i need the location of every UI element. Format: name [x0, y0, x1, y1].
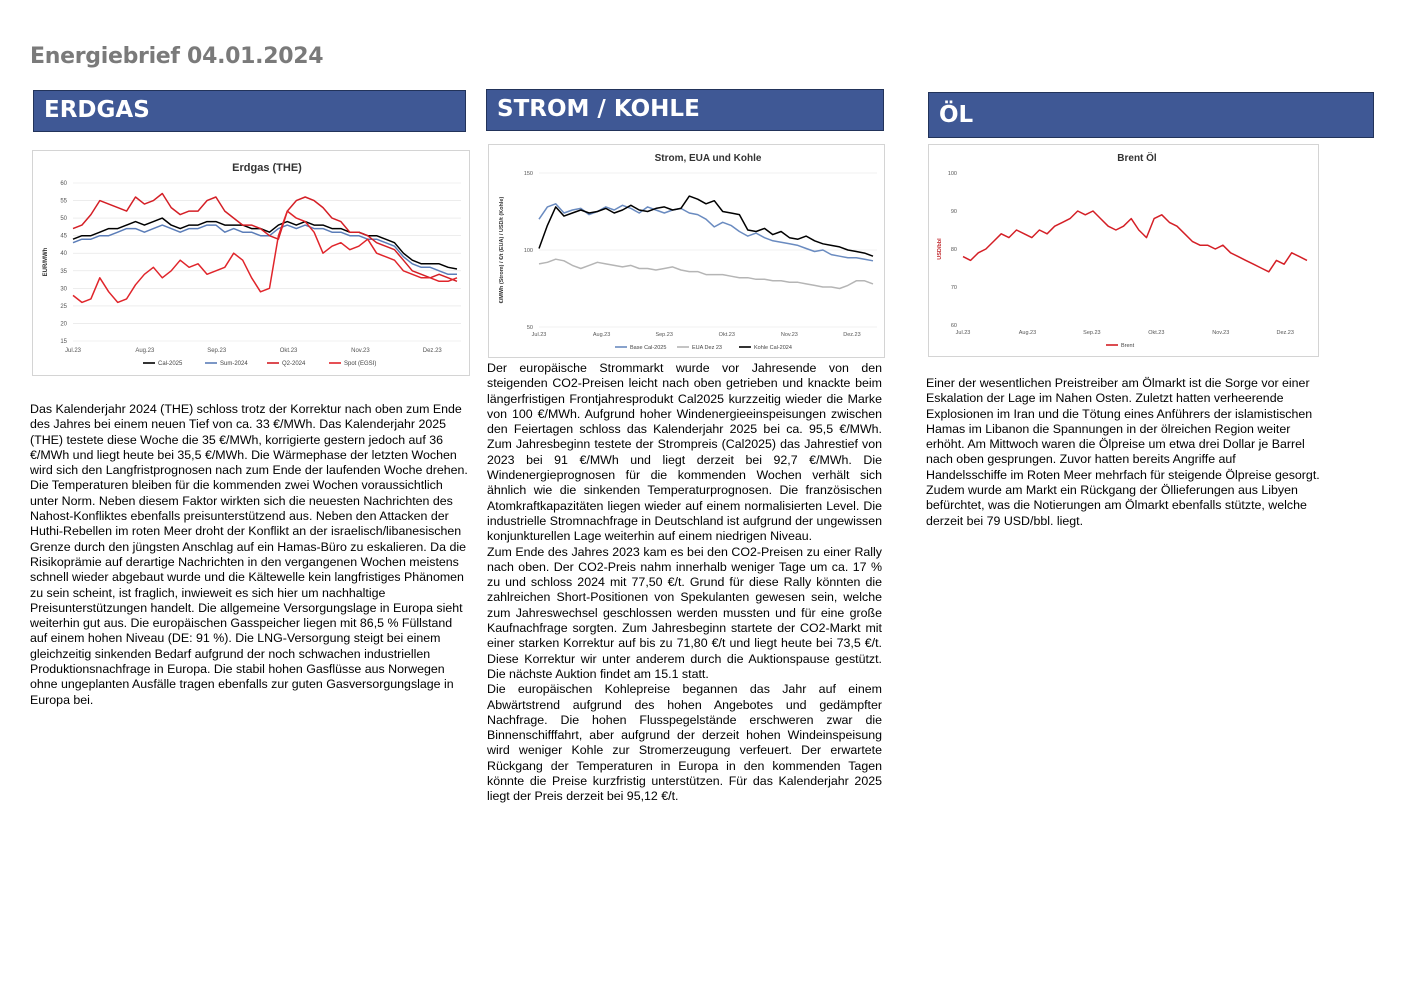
y-tick-label: 20: [60, 321, 67, 328]
strom-paragraph-2: Zum Ende des Jahres 2023 kam es bei den CO2-Preisen zu einer Rally nach oben. Der CO2-Preis nahm innerhalb weniger Tage um ca. 17 % zu und schloss 2024 mit 77,50 €/t. Grund für diese Rally könnten die zahlreichen Short-Positionen von Spekulanten gewesen sein, welche zum Jahreswechsel geschlossen werden mussten und für eine große Kaufnachfrage sorgten. Zum Jahresbeginn startete der CO2-Markt mit einer starken Korrektur auf bis zu 71,80 €/t und liegt heute bei 73,5 €/t. Diese Korrektur wir unter anderem durch die Auktionspause gestützt. Die nächste Auktion findet am 15.1 statt.: [487, 544, 882, 681]
erdgas-line-chart: [33, 151, 469, 375]
y-tick-label: 30: [60, 286, 67, 293]
legend-label: Base Cal-2025: [630, 345, 667, 351]
legend-label: Sum-2024: [220, 361, 248, 367]
strom-text: [487, 361, 882, 805]
y-tick-label: 60: [60, 181, 67, 187]
y-tick-label: 80: [950, 247, 957, 253]
chart-title: Strom, EUA und Kohle: [654, 153, 762, 164]
x-tick-label: Sep.23: [655, 332, 673, 338]
oel-line-chart: [929, 145, 1318, 356]
y-tick-label: 35: [60, 268, 67, 275]
chart-strom: [488, 144, 885, 358]
y-tick-label: 25: [60, 303, 67, 310]
legend-label: Brent: [1121, 343, 1135, 349]
x-tick-label: Nov.23: [780, 332, 798, 338]
y-tick-label: 50: [60, 216, 67, 223]
section-heading-erdgas: ERDGAS: [33, 90, 466, 132]
x-tick-label: Okt.23: [279, 348, 298, 354]
strom-line-chart: [489, 145, 884, 357]
y-tick-label: 15: [60, 339, 67, 345]
series-line-q2-2024: [73, 194, 457, 282]
series-line-eua-dez-23: [539, 259, 873, 288]
x-tick-label: Aug.23: [1018, 330, 1037, 336]
y-axis-label: EUR/MWh: [43, 247, 49, 277]
y-tick-label: 70: [950, 285, 957, 291]
y-tick-label: 55: [60, 198, 67, 205]
series-line-spot-egsi-: [73, 211, 457, 302]
chart-title: Erdgas (THE): [232, 162, 302, 174]
chart-erdgas: [32, 150, 470, 376]
x-tick-label: Aug.23: [592, 332, 611, 338]
x-tick-label: Dez.23: [422, 348, 442, 354]
y-tick-label: 50: [526, 325, 533, 331]
x-tick-label: Sep.23: [207, 348, 227, 354]
chart-title: Brent Öl: [1117, 153, 1157, 164]
y-tick-label: 90: [950, 209, 957, 215]
oel-paragraph: Einer der wesentlichen Preistreiber am Ölmarkt ist die Sorge vor einer Eskalation der Lage im Nahen Osten. Zuletzt hatten verheerende Explosionen im Iran und die Tötung eines Anführers der islamistischen Hamas im Libanon die Spannungen in der ölreichen Region weiter erhöht. Am Mittwoch waren die Ölpreise um etwa drei Dollar je Barrel nach oben gesprungen. Zuvor hatten bereits Angriffe auf Handelsschiffe im Roten Meer mehrfach für steigende Ölpreise gesorgt. Zudem wurde am Markt ein Rückgang der Öllieferungen aus Libyen befürchtet, was die Notierungen am Ölmarkt ebenfalls stützte, welche derzeit bei 79 USD/bbl. liegt.: [926, 376, 1320, 528]
y-tick-label: 40: [60, 251, 67, 258]
x-tick-label: Dez.23: [843, 332, 861, 338]
y-tick-label: 45: [60, 233, 67, 240]
legend-label: Cal-2025: [158, 361, 183, 367]
chart-oel: [928, 144, 1319, 357]
x-tick-label: Nov.23: [1212, 330, 1230, 336]
y-axis-label: USD/bbl: [937, 238, 943, 260]
oel-text: [926, 376, 1320, 529]
strom-paragraph-3: Die europäischen Kohlepreise begannen das Jahr auf einem Abwärtstrend aufgrund des hohen Angebotes und gedämpfter Nachfrage. Die hohen Flusspegelstände erschweren zwar die Binnenschifffahrt, aber aufgrund der derzeit hohen Windeinspeisung wird weniger Kohle zur Stromerzeugung verfeuert. Der erwartete Rückgang der Temperaturen in Europa in den kommenden Tagen könnte die Preise kurzfristig unterstützen. Für das Kalenderjahr 2025 liegt der Preis derzeit bei 95,12 €/t.: [487, 682, 882, 804]
series-line-brent: [963, 211, 1307, 272]
x-tick-label: Jul.23: [531, 332, 547, 338]
legend-label: Q2-2024: [282, 361, 306, 367]
x-tick-label: Jul.23: [64, 348, 82, 354]
strom-paragraph-1: Der europäische Strommarkt wurde vor Jahresende von den steigenden CO2-Preisen leicht nach oben getrieben und knackte beim längerfristigen Frontjahresprodukt Cal2025 kurzzeitig wieder die Marke von 100 €/MWh. Aufgrund hoher Windenergieeinspeisungen zwischen den Feiertagen schloss das Kalenderjahr 2025 bei ca. 95,5 €/MWh. Zum Jahresbeginn testete der Strompreis (Cal2025) das Jahrestief von 2023 bei 91 €/MWh und liegt derzeit bei 92,7 €/MWh. Die Windenergieprognosen für die kommenden Wochen verhält sich ähnlich wie die sinkenden Temperaturprognosen. Die französischen Atomkraftkapazitäten liegen wieder auf einem normalisierten Level. Die industrielle Stromnachfrage in Deutschland ist aufgrund der ungewissen konjunkturellen Lage weiterhin auf einem niedrigen Niveau.: [487, 361, 882, 544]
erdgas-text: [30, 402, 468, 708]
section-heading-strom: STROM / KOHLE: [486, 89, 884, 131]
erdgas-paragraph: Das Kalenderjahr 2024 (THE) schloss trotz der Korrektur nach oben zum Ende des Jahres bei einem neuen Tief von ca. 33 €/MWh. Das Kalenderjahr 2025 (THE) testete diese Woche die 35 €/MWh, korrigierte gestern jedoch auf 36 €/MWh und liegt heute bei 35,5 €/MWh. Die Wärmephase der letzten Wochen wird sich den Langfristprognosen nach zum Ende der laufenden Woche drehen. Die Temperaturen bleiben für die kommenden zwei Wochen voraussichtlich unter Norm. Neben diesem Faktor wirkten sich die neuesten Nachrichten des Nahost-Konfliktes ebenfalls preisunterstützend aus. Neben den Attacken der Huthi-Rebellen im roten Meer droht der Konflikt an der israelisch/libanesischen Grenze durch den jüngsten Anschlag auf ein Hamas-Büro zu eskalieren. Da die Risikoprämie auf derartige Nachrichten in den vergangenen Wochen meistens schnell wieder abgebaut wurde und die Kältewelle kein langfristiges Phänomen zu sein scheint, ist fraglich, inwieweit es sich hier um nachhaltige Preisunterstützungen handelt. Die allgemeine Versorgungslage in Europa sieht weiterhin gut aus. Die europäischen Gasspeicher liegen mit 86,5 % Füllstand auf einem hohen Niveau (DE: 91 %). Die LNG-Versorgung steigt bei einem gleichzeitig sinkenden Bedarf aufgrund der noch schwachen industriellen Produktionsnachfrage in Europa. Die stabil hohen Gasflüsse aus Norwegen ohne ungeplanten Ausfälle tragen ebenfalls zur guten Gasversorgungslage in Europa bei.: [30, 402, 468, 707]
y-tick-label: 100: [947, 171, 957, 177]
x-tick-label: Okt.23: [718, 332, 735, 338]
section-heading-oel: ÖL: [928, 92, 1374, 138]
legend-label: EUA Dez 23: [692, 345, 722, 351]
series-line-kohle-cal-2024: [539, 196, 873, 256]
legend-label: Spot (EGSI): [344, 361, 377, 367]
x-tick-label: Dez.23: [1276, 330, 1294, 336]
x-tick-label: Nov.23: [351, 348, 370, 354]
page-title: Energiebrief 04.01.2024: [30, 44, 324, 69]
x-tick-label: Okt.23: [1148, 330, 1165, 336]
x-tick-label: Sep.23: [1083, 330, 1101, 336]
y-tick-label: 100: [523, 248, 533, 254]
y-tick-label: 60: [950, 323, 957, 329]
legend-label: Kohle Cal-2024: [754, 345, 792, 351]
y-tick-label: 150: [523, 171, 533, 177]
x-tick-label: Aug.23: [135, 348, 155, 354]
x-tick-label: Jul.23: [955, 330, 971, 336]
series-line-cal-2025: [73, 218, 457, 269]
y-axis-label: €/MWh (Strom) / €/t (EUA) / USD/t (Kohle): [499, 196, 505, 304]
